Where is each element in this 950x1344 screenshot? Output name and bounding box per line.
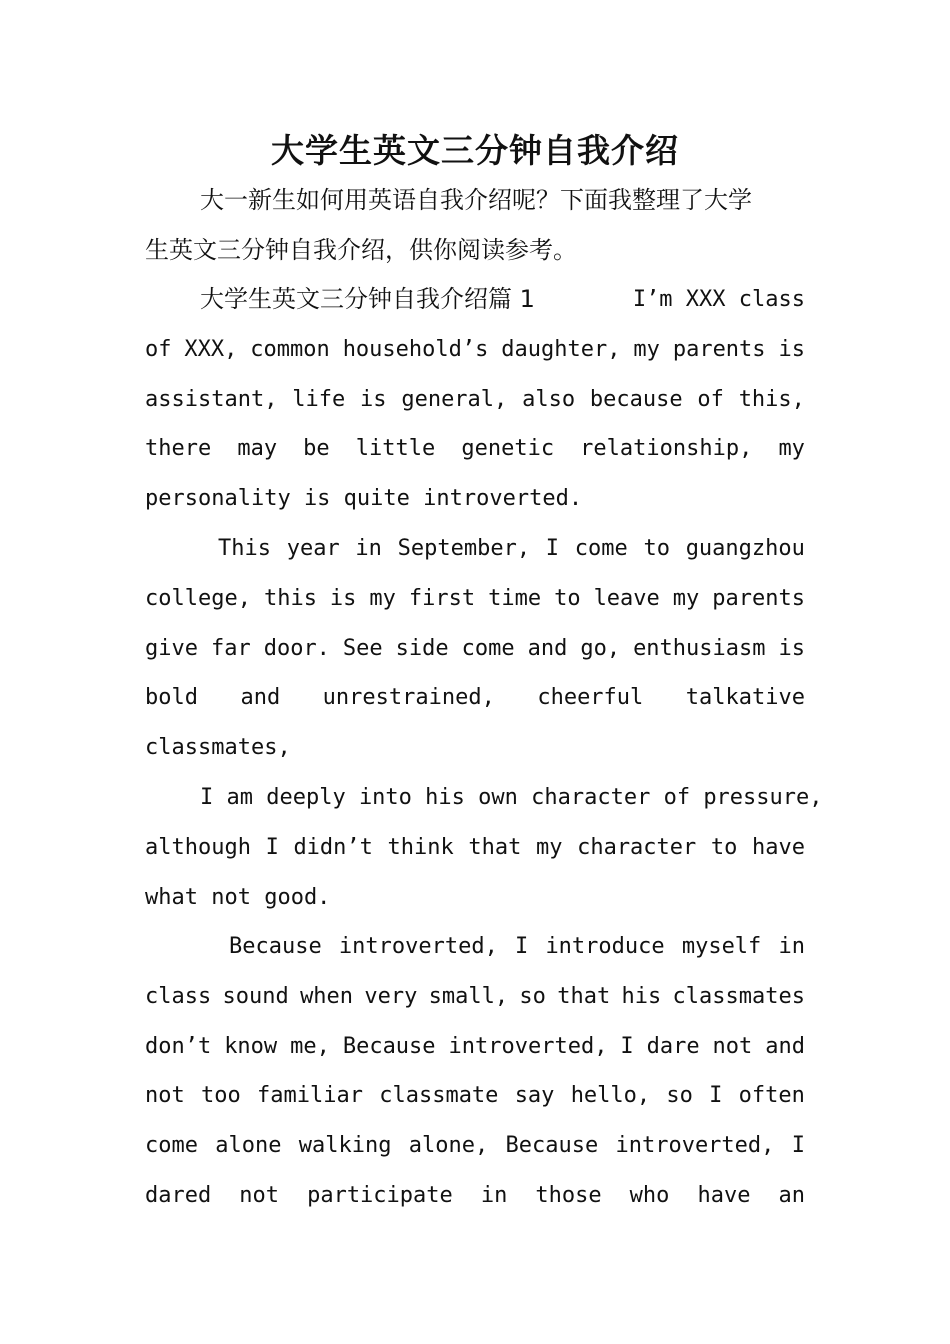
paragraph-text: [145, 1022, 805, 1072]
word: far: [210, 635, 251, 661]
paragraph-line: [145, 574, 805, 624]
word: dared: [145, 1182, 212, 1208]
word: sound: [222, 983, 289, 1009]
paragraph-line: [145, 1071, 805, 1121]
word: have: [697, 1182, 751, 1208]
word: I: [620, 1033, 634, 1059]
word: an: [778, 1182, 805, 1208]
word: and: [765, 1033, 805, 1059]
word: parents: [712, 585, 805, 611]
word: alone,: [408, 1133, 489, 1159]
paragraph-line: [145, 474, 805, 524]
word: enthusiasm: [633, 635, 766, 661]
word: classmates: [672, 983, 805, 1009]
word: not: [145, 1083, 185, 1109]
word: to: [710, 834, 738, 860]
word: be: [303, 436, 330, 462]
word: this: [263, 585, 317, 611]
word: walking: [298, 1133, 392, 1159]
word: myself: [681, 934, 762, 959]
paragraph-text: classmates,: [145, 735, 291, 761]
word: who: [629, 1182, 670, 1208]
word: that: [557, 983, 611, 1009]
word: also: [522, 386, 576, 412]
word: his: [621, 983, 662, 1009]
word: little: [355, 436, 436, 462]
word: I: [265, 834, 279, 860]
word: and: [240, 685, 281, 711]
intro-paragraph: [145, 176, 805, 276]
paragraph-text: [145, 673, 805, 723]
word: I: [709, 1083, 723, 1109]
word: introverted,: [338, 934, 498, 959]
word: side: [395, 635, 449, 661]
word: year: [286, 536, 340, 561]
word: bold: [145, 685, 198, 711]
word: of: [145, 336, 172, 362]
word: household’s: [342, 336, 489, 362]
word: small,: [428, 983, 509, 1009]
paragraph-2: [145, 524, 805, 773]
word: because: [589, 386, 683, 412]
word: and: [527, 635, 568, 661]
word: guangzhou: [685, 536, 805, 561]
word: introduce: [545, 934, 665, 959]
paragraph-text: [145, 1071, 805, 1121]
word: in: [480, 1182, 508, 1208]
word: is: [778, 635, 805, 661]
word: door.: [263, 635, 330, 661]
word: participate: [307, 1182, 453, 1208]
word: time: [488, 585, 542, 611]
paragraph-text: what not good.: [145, 884, 331, 910]
word: dare: [646, 1033, 700, 1059]
paragraph-text: [145, 375, 805, 425]
word: common: [250, 336, 330, 362]
paragraph-text: I’m XXX class: [632, 287, 805, 312]
section-heading: 大学生英文三分钟自我介绍篇 1: [200, 285, 535, 313]
word: so: [519, 983, 546, 1009]
paragraph-text: [145, 1121, 805, 1171]
word: September,: [397, 536, 531, 561]
word: to: [554, 585, 581, 611]
paragraph-line: [145, 325, 805, 375]
paragraph-line: [145, 1171, 805, 1221]
paragraph-line: [145, 873, 805, 923]
word: not: [712, 1033, 753, 1059]
word: so: [666, 1083, 693, 1109]
paragraph-text: [145, 624, 805, 674]
word: this,: [738, 386, 805, 412]
word: introverted,: [448, 1033, 608, 1059]
word: daughter,: [501, 336, 621, 362]
word: life: [292, 386, 346, 412]
paragraph-line: [145, 673, 805, 723]
word: although: [145, 834, 251, 860]
paragraph-text: [145, 574, 805, 624]
word: not: [239, 1182, 280, 1208]
word: is: [360, 386, 387, 412]
word: in: [355, 536, 382, 561]
intro-line: 生英文三分钟自我介绍，供你阅读参考。: [145, 235, 577, 264]
paragraph-line: [145, 773, 823, 823]
word: me,: [290, 1033, 330, 1059]
word: is: [329, 585, 357, 611]
word: that: [468, 834, 522, 860]
paragraph-line: [145, 972, 805, 1022]
word: give: [145, 635, 198, 661]
word: my: [633, 336, 660, 362]
word: I: [791, 1133, 805, 1159]
paragraph-text: [145, 972, 805, 1022]
word: character: [577, 834, 697, 860]
word: have: [752, 834, 805, 860]
word: don’t: [145, 1033, 212, 1059]
paragraph-text: personality is quite introverted.: [145, 486, 583, 512]
word: know: [224, 1033, 278, 1059]
word: general,: [401, 386, 508, 412]
word: genetic: [461, 436, 555, 462]
word: parents: [672, 336, 766, 362]
word: there: [145, 436, 212, 462]
word: when: [300, 983, 354, 1009]
word: say: [514, 1083, 555, 1109]
document-title: 大学生英文三分钟自我介绍: [271, 131, 679, 170]
word: college,: [145, 585, 251, 611]
paragraph-text: [145, 823, 805, 873]
paragraph-3: [145, 773, 823, 922]
word: Because: [229, 934, 322, 959]
paragraph-line: [145, 1022, 805, 1072]
word: I: [545, 536, 560, 561]
intro-line: 大一新生如何用英语自我介绍呢？下面我整理了大学: [200, 186, 752, 214]
paragraph-text: [218, 524, 805, 574]
word: hello,: [570, 1083, 651, 1109]
word: to: [643, 536, 670, 561]
word: may: [237, 436, 278, 462]
word: didn’t: [293, 834, 373, 860]
paragraph-text: [229, 922, 805, 972]
word: I: [515, 934, 529, 959]
paragraph-text: [145, 325, 805, 375]
word: This: [218, 536, 271, 561]
word: in: [778, 934, 805, 959]
word: introverted,: [615, 1133, 775, 1159]
word: those: [535, 1182, 602, 1208]
word: Because: [342, 1033, 436, 1059]
paragraph-4: [145, 922, 805, 1221]
word: very: [364, 983, 418, 1009]
word: think: [387, 834, 454, 860]
word: my: [535, 834, 563, 860]
paragraph-line: [145, 723, 805, 773]
word: of: [697, 386, 724, 412]
paragraph-line: [145, 624, 805, 674]
paragraph-line: [145, 424, 805, 474]
word: come: [145, 1133, 198, 1159]
word: relationship,: [580, 436, 753, 462]
word: familiar: [257, 1083, 363, 1109]
word: my: [369, 585, 396, 611]
word: come: [574, 536, 628, 561]
word: cheerful: [537, 685, 644, 711]
paragraph-1: [145, 275, 805, 524]
paragraph-line: [145, 823, 805, 873]
word: assistant,: [145, 386, 278, 412]
word: my: [672, 585, 700, 611]
word: talkative: [685, 685, 805, 711]
word: leave: [593, 585, 660, 611]
word: class: [145, 983, 212, 1009]
word: is: [778, 336, 805, 362]
word: go,: [580, 635, 621, 661]
word: XXX,: [184, 336, 238, 362]
paragraph-line: [145, 275, 805, 325]
word: unrestrained,: [322, 685, 495, 711]
paragraph-line: [145, 922, 805, 972]
word: first: [408, 585, 476, 611]
paragraph-text: [145, 424, 805, 474]
paragraph-line: [145, 1121, 805, 1171]
word: come: [461, 635, 515, 661]
paragraph-line: [145, 524, 805, 574]
word: my: [778, 436, 805, 462]
word: See: [342, 635, 383, 661]
paragraph-text: I am deeply into his own character of pressure,: [200, 785, 823, 810]
word: often: [738, 1083, 805, 1109]
paragraph-line: [145, 375, 805, 425]
word: Because: [505, 1133, 599, 1159]
word: classmate: [379, 1083, 499, 1109]
paragraph-text: [145, 1171, 805, 1221]
word: too: [201, 1083, 241, 1109]
word: alone: [215, 1133, 282, 1159]
